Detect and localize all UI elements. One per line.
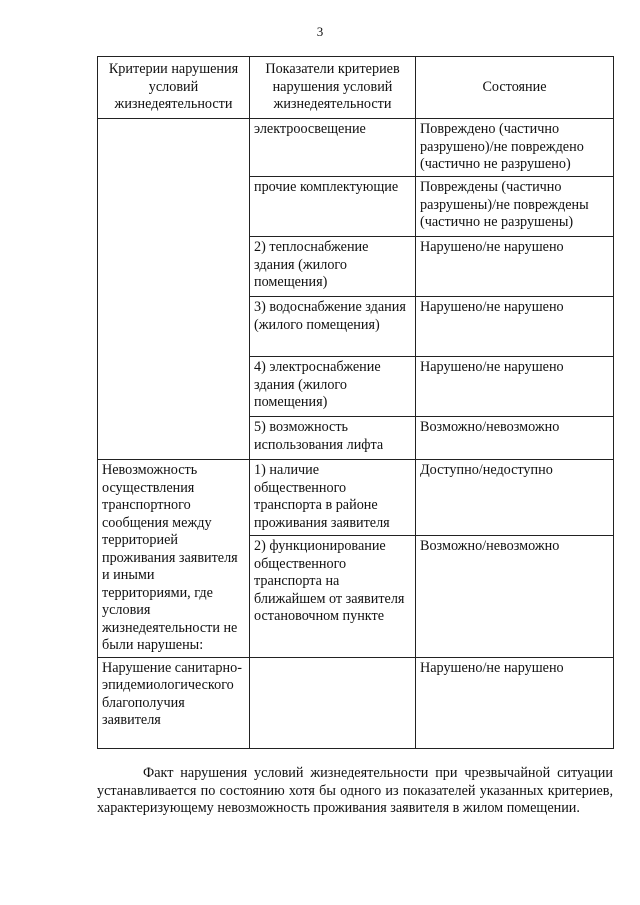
header-indicators: Показатели критериев нарушения условий жизнедеятельности [250,57,416,119]
state-cell: Возможно/невозможно [416,417,614,460]
state-cell: Повреждены (частично разрушены)/не повреждены (частично не разрушены) [416,177,614,237]
header-state: Состояние [416,57,614,119]
criterion-cell [98,119,250,460]
table-row [98,460,614,536]
table-row [98,657,614,748]
page-number: 3 [316,24,324,39]
indicator-cell: 2) теплоснабжение здания (жилого помещения) [250,237,416,297]
indicator-cell [250,657,416,748]
indicator-cell: электроосвещение [250,119,416,177]
state-cell: Доступно/недоступно [416,460,614,536]
indicator-cell: 5) возможность использования лифта [250,417,416,460]
table-header-row [98,57,614,119]
table-row [98,119,614,177]
state-cell: Нарушено/не нарушено [416,237,614,297]
criterion-cell: Невозможность осуществления транспортного сообщения между территорией проживания заявителя и иными территориями, где условия жизнедеятельности не были нарушены: [98,460,250,658]
state-cell: Нарушено/не нарушено [416,297,614,357]
state-cell: Нарушено/не нарушено [416,657,614,748]
state-cell: Повреждено (частично разрушено)/не повреждено (частично не разрушено) [416,119,614,177]
criterion-cell: Нарушение санитарно-эпидемиологического благополучия заявителя [98,657,250,748]
indicator-cell: прочие комплектующие [250,177,416,237]
state-cell: Нарушено/не нарушено [416,357,614,417]
indicator-cell: 4) электроснабжение здания (жилого помещения) [250,357,416,417]
indicator-cell: 1) наличие общественного транспорта в районе проживания заявителя [250,460,416,536]
indicator-cell: 2) функционирование общественного транспорта на ближайшем от заявителя остановочном пункте [250,536,416,657]
body-paragraph: Факт нарушения условий жизнедеятельности при чрезвычайной ситуации устанавливается по состоянию хотя бы одного из показателей указанных критериев, характеризующему невозможность проживания заявителя в жилом помещении. [97,765,613,817]
header-criteria: Критерии нарушения условий жизнедеятельности [98,57,250,119]
state-cell: Возможно/невозможно [416,536,614,657]
criteria-table [97,56,614,749]
indicator-cell: 3) водоснабжение здания (жилого помещения) [250,297,416,357]
